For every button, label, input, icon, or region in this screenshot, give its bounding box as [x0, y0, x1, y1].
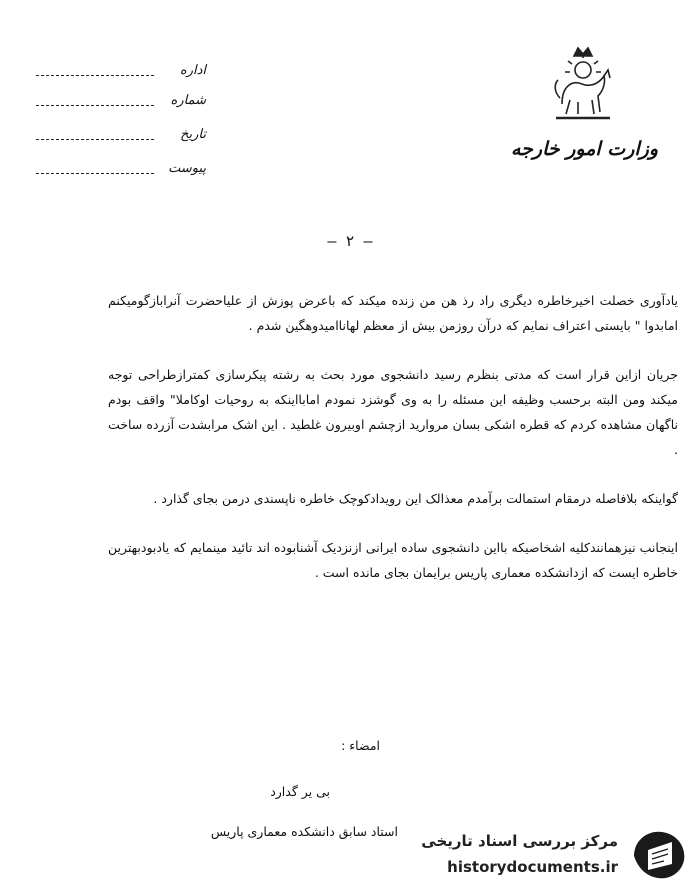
field-label-number: شماره	[170, 93, 206, 108]
field-label-attachment: پیوست	[168, 161, 206, 176]
field-line	[36, 105, 154, 106]
header-field-department	[36, 60, 206, 80]
paragraph: یادآوری خصلت اخیرخاطره دیگری راد رذ هن من زنده میکند که باعرض پوزش از علیاحضرت آنرابازگومیکنم امابدوا " بایستی اعتراف نمایم که درآن روزمن بیش از معظم لهاناامیدوهگین شدم .	[108, 293, 678, 333]
paragraph: گواینکه بلافاصله درمقام استمالت برآمدم معذالک این رویدادکوچک خاطره ناپسندی درمن بجای گذارد .	[153, 491, 678, 506]
header-field-number	[36, 90, 206, 110]
ministry-name: وزارت امور خارجه	[510, 138, 658, 160]
lion-and-sun-emblem-icon	[548, 42, 618, 124]
watermark-url: historydocuments.ir	[447, 858, 618, 876]
letter-body	[108, 288, 678, 585]
field-line	[36, 75, 154, 76]
header-field-attachment	[36, 158, 206, 178]
signatory-title: استاد سابق دانشکده معماری پاریس	[210, 824, 398, 839]
paragraph: جریان ازاین قرار است که مدتی بنظرم رسید دانشجوی مورد بحث به رشته پیکرسازی کمترازطراحی توجه میکند ومن البته برحسب وظیفه این مسئله را به وی گوشزد نمودم امابااینکه به روحیات اوکاملا" واقف بودم ناگهان مشاهده کردم که قطره اشکی بسان مروارید ازچشم اوبیرون غلطید . این اشک مرابشدت آزرده ساخت .	[108, 367, 678, 457]
field-label-department: اداره	[179, 63, 206, 78]
field-label-date: تاریخ	[180, 127, 206, 142]
watermark-name: مرکز بررسی اسناد تاریخی	[421, 832, 618, 850]
signatory-name: بی یر گدارد	[270, 784, 330, 799]
field-line	[36, 139, 154, 140]
page-number: — ۲ —	[327, 232, 373, 250]
field-line	[36, 173, 154, 174]
watermark-logo-icon	[628, 826, 690, 882]
signature-label: امضاء :	[341, 738, 380, 753]
paragraph: اینجانب نیزهمانندکلیه اشخاصیکه بااین دانشجوی ساده ایرانی ازنزدیک آشنابوده اند تائید مینمایم که یادبودبهترین خاطره ایست که ازدانشکده معماری پاریس برایمان بجای مانده است .	[108, 540, 678, 580]
header-field-date	[36, 124, 206, 144]
